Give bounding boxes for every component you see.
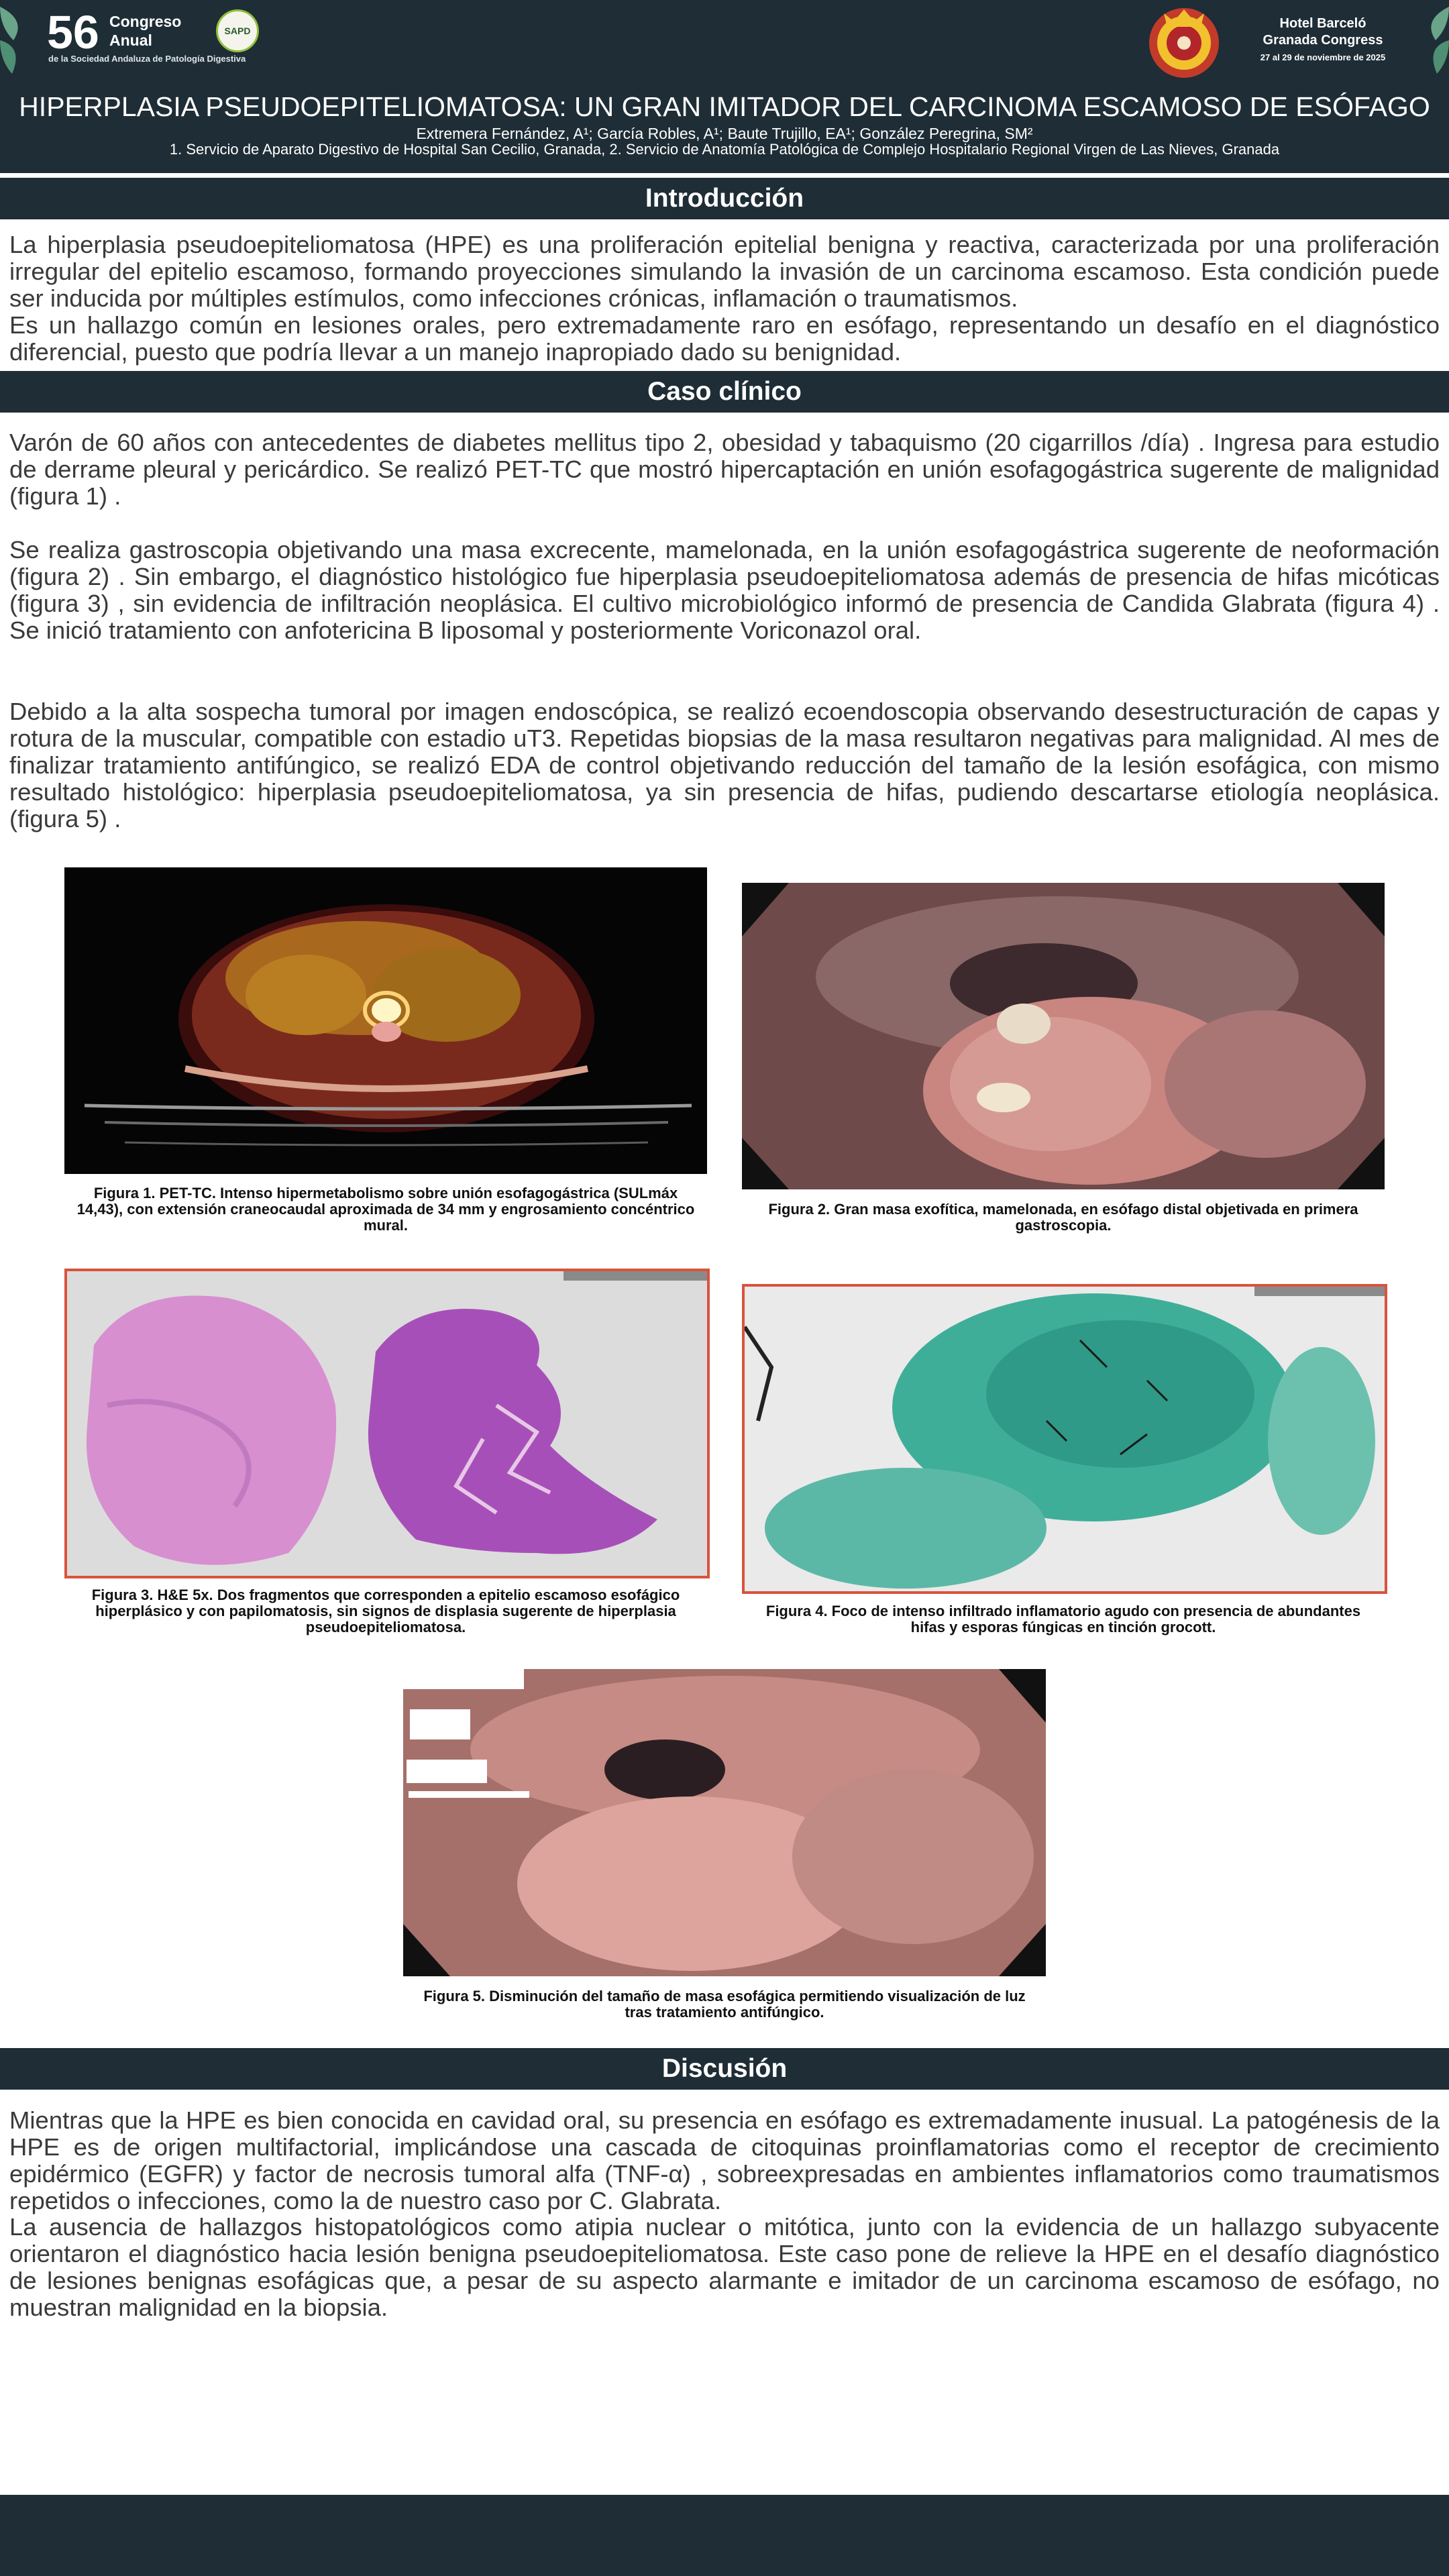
poster-authors: Extremera Fernández, A¹; García Robles, A¹; Baute Trujillo, EA¹; González Peregrina, SM² bbox=[416, 125, 1033, 142]
discussion-paragraph: La ausencia de hallazgos histopatológicos como atipia nuclear o mitótica, junto con la evidencia de un hallazgo subyacente orientaron el diagnóstico hacia lesión benigna pseudoepiteliomatosa. Este caso pone de relieve la HPE en el desafío diagnóstico de lesiones benignas esofágicas que, a pesar de su aspecto alarmante e imitador de un carcinoma escamoso de esófago, no muestran malignidad en la biopsia. bbox=[9, 2213, 1440, 2321]
poster-header bbox=[0, 0, 1449, 173]
congress-word: Congreso bbox=[109, 13, 182, 30]
venue-dates: 27 al 29 de noviembre de 2025 bbox=[1260, 52, 1386, 62]
figure-3-image bbox=[64, 1269, 710, 1578]
granada-emblem-icon bbox=[1144, 1, 1224, 82]
poster-affiliations: 1. Servicio de Aparato Digestivo de Hospital San Cecilio, Granada, 2. Servicio de Anatomía Patológica de Complejo Hospitalario Regional Virgen de Las Nieves, Granada bbox=[169, 141, 1280, 158]
section-header-case: Caso clínico bbox=[0, 371, 1449, 413]
case-paragraph: Se realiza gastroscopia objetivando una masa excrecente, mamelonada, en la unión esofagogástrica sugerente de neoformación (figura 2) . Sin embargo, el diagnóstico histológico fue hiperplasia pseudoepiteliomatosa además de presencia de hifas micóticas (figura 3) , sin evidencia de infiltración neoplásica. El cultivo microbiológico informó de presencia de Candida Glabrata (figura 4) . Se inició tratamiento con anfotericina B liposomal y posteriormente Voriconazol oral. bbox=[9, 536, 1440, 644]
poster-title: HIPERPLASIA PSEUDOEPITELIOMATOSA: UN GRAN IMITADOR DEL CARCINOMA ESCAMOSO DE ESÓFAGO bbox=[19, 91, 1430, 122]
figure-3-caption: Figura 3. H&E 5x. Dos fragmentos que corresponden a epitelio escamoso esofágico hiperplásico y con papilomatosis, sin signos de displasia sugerente de hiperplasia pseudoepiteliomatosa. bbox=[91, 1587, 680, 1635]
figure-1-image bbox=[64, 867, 707, 1174]
section-header-introduction: Introducción bbox=[0, 178, 1449, 219]
discussion-paragraph: Mientras que la HPE es bien conocida en cavidad oral, su presencia en esófago es extremadamente inusual. La patogénesis de la HPE es de origen multifactorial, implicándose una cascada de citoquinas proinflamatorias como el receptor de crecimiento epidérmico (EGFR) y factor de necrosis tumoral alfa (TNF-α) , sobreexpresadas en ambientes inflamatorios como traumatismos repetidos o infecciones, como la de nuestro caso por C. Glabrata. bbox=[9, 2106, 1440, 2214]
intro-paragraph: Es un hallazgo común en lesiones orales, pero extremadamente raro en esófago, representando un desafío en el diagnóstico diferencial, puesto que podría llevar a un manejo inapropiado dado su benignidad. bbox=[9, 311, 1440, 366]
figure-2-caption: Figura 2. Gran masa exofítica, mamelonada, en esófago distal objetivada en primera gastroscopia. bbox=[768, 1201, 1358, 1234]
figure-4-caption: Figura 4. Foco de intenso infiltrado inflamatorio agudo con presencia de abundantes hifas y esporas fúngicas en tinción grocott. bbox=[765, 1603, 1361, 1635]
figure-2-image bbox=[742, 883, 1385, 1189]
figure-4-image bbox=[742, 1284, 1387, 1594]
venue-name-2: Granada Congress bbox=[1263, 33, 1383, 48]
congress-number: 56 bbox=[47, 6, 99, 58]
poster-footer bbox=[0, 2495, 1449, 2576]
sapd-logo: SAPD bbox=[216, 9, 259, 52]
congress-subtitle: de la Sociedad Andaluza de Patología Digestiva bbox=[48, 54, 246, 64]
venue-name: Hotel Barceló bbox=[1279, 16, 1366, 31]
figure-5-image bbox=[403, 1669, 1046, 1976]
leaf-decoration-icon bbox=[1409, 0, 1449, 80]
leaf-decoration-icon bbox=[0, 0, 40, 80]
congress-word-2: Anual bbox=[109, 32, 152, 49]
figure-1-caption: Figura 1. PET-TC. Intenso hipermetabolismo sobre unión esofagogástrica (SULmáx 14,43), con extensión craneocaudal aproximada de 34 mm y engrosamiento concéntrico mural. bbox=[76, 1185, 695, 1234]
figure-5-caption: Figura 5. Disminución del tamaño de masa esofágica permitiendo visualización de luz tras tratamiento antifúngico. bbox=[423, 1988, 1026, 2021]
intro-paragraph: La hiperplasia pseudoepiteliomatosa (HPE) es una proliferación epitelial benigna y reactiva, caracterizada por una proliferación irregular del epitelio escamoso, formando proyecciones simulando la invasión de un carcinoma escamoso. Esta condición puede ser inducida por múltiples estímulos, como infecciones crónicas, inflamación o traumatismos. bbox=[9, 231, 1440, 312]
case-paragraph: Varón de 60 años con antecedentes de diabetes mellitus tipo 2, obesidad y tabaquismo (20 cigarrillos /día) . Ingresa para estudio de derrame pleural y pericárdico. Se realizó PET-TC que mostró hipercaptación en unión esofagogástrica sugerente de malignidad (figura 1) . bbox=[9, 429, 1440, 510]
case-paragraph: Debido a la alta sospecha tumoral por imagen endoscópica, se realizó ecoendoscopia observando desestructuración de capas y rotura de la muscular, compatible con estadio uT3. Repetidas biopsias de la masa resultaron negativas para malignidad. Al mes de finalizar tratamiento antifúngico, se realizó EDA de control objetivando reducción del tamaño de la lesión esofágica, con mismo resultado histológico: hiperplasia pseudoepiteliomatosa, ya sin presencia de hifas, pudiendo descartarse etiología neoplásica. (figura 5) . bbox=[9, 698, 1440, 833]
section-header-discussion: Discusión bbox=[0, 2048, 1449, 2090]
